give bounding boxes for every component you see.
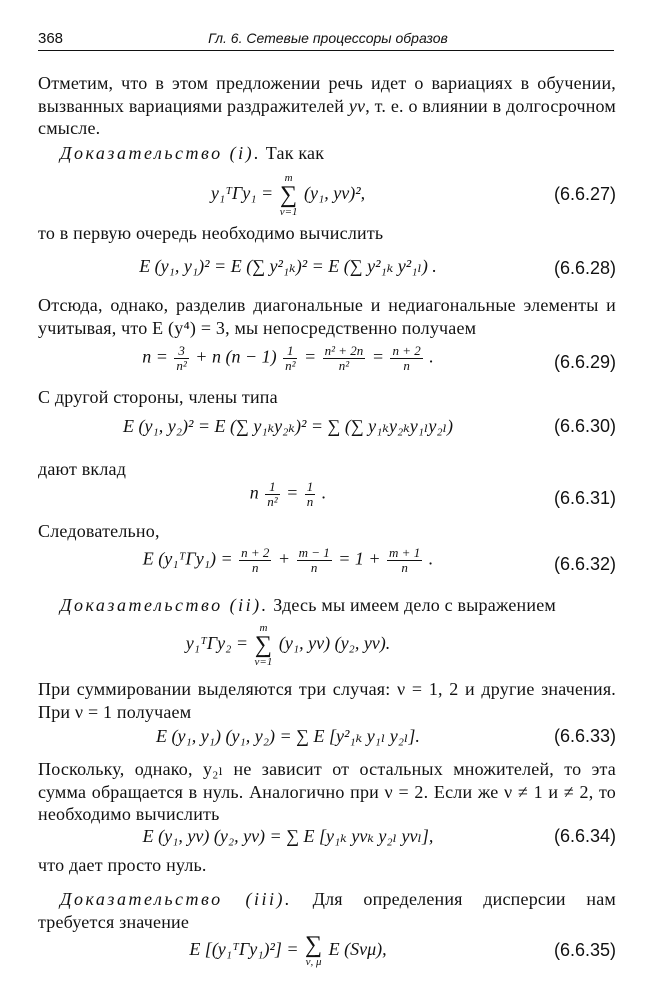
- plus-sign: +: [277, 548, 291, 569]
- equation-number: (6.6.27): [553, 184, 616, 204]
- denominator: n²: [176, 358, 187, 373]
- paragraph-text: Так как: [261, 143, 325, 163]
- fraction: [323, 344, 366, 373]
- paragraph-zero: что дает просто нуль.: [38, 855, 207, 875]
- equation-6-6-29: [38, 342, 616, 382]
- equation-lhs: y₁ᵀΓy₂ =: [185, 633, 249, 654]
- numerator: n + 2: [392, 343, 421, 358]
- numerator: 1: [269, 479, 276, 494]
- equation-body: E (y₁, y₁)² = E (∑ y²₁ₖ)² = E (∑ y²₁ₖ y²₁ₗ) .: [139, 256, 437, 276]
- equation-lhs: E [(y₁ᵀΓy₁)²] =: [189, 939, 299, 960]
- numerator: m − 1: [298, 545, 330, 560]
- denominator: n: [387, 560, 422, 575]
- equation-lhs: y₁ᵀΓy₁ =: [210, 183, 274, 204]
- equation-6-6-32: [38, 544, 616, 584]
- equals-sign: =: [286, 482, 299, 503]
- equation-unnumbered: [38, 620, 616, 672]
- denominator: n: [297, 560, 332, 575]
- equation-term: = 1 +: [338, 548, 381, 569]
- paragraph-summation: При суммировании выделяются три случая: ν = 1, 2 и другие значения. При ν = 1 получаем: [38, 679, 616, 722]
- paragraph-consequently: Следовательно,: [38, 521, 160, 541]
- equation-body: E (y₁, y₁) (y₁, y₂) = ∑ E [y²₁ₖ y₁ₗ y₂ₗ].: [156, 726, 420, 746]
- equation-number: (6.6.31): [553, 488, 616, 508]
- equation-lhs: n =: [142, 346, 168, 367]
- equation-body: E (y₁, y₂)² = E (∑ y₁ₖy₂ₖ)² = ∑ (∑ y₁ₖy₂ₖy₁ₗy₂ₗ): [122, 416, 453, 436]
- paragraph-other-side: С другой стороны, члены типа: [38, 387, 278, 407]
- fraction: [305, 480, 316, 509]
- equation-number: (6.6.34): [553, 826, 616, 846]
- fraction: [297, 546, 332, 575]
- equation-rhs: E (Sνμ),: [328, 939, 387, 960]
- denominator: n²: [267, 494, 278, 509]
- paragraph-however: Поскольку, однако, y₂ₗ не зависит от остальных множителей, то эта сумма обращается в нуль. Аналогично при ν = 2. Если же ν ≠ 1 и ≠ 2, то необходимо вычислить: [38, 759, 616, 824]
- equation-body: n = $\frac{3}{\text{n²}}$ + n (n − 1) $\frac{1}{\text{n²}}$ = $\frac{\text{n² + 2n}}{\text{n²}}$ = $\frac{n + 2}{n}$ .: [142, 343, 434, 373]
- fraction: [265, 480, 279, 509]
- proof-iii-intro: [38, 888, 616, 933]
- equation-number: (6.6.29): [553, 352, 616, 372]
- proof-i-intro: [38, 142, 616, 165]
- sum-operator: m ∑ ν=1: [279, 172, 298, 218]
- equation-number: (6.6.35): [553, 940, 616, 960]
- running-head: Гл. 6. Сетевые процессоры образов: [208, 30, 448, 46]
- equation-6-6-35: [38, 932, 616, 978]
- fraction: [239, 546, 271, 575]
- fraction: [390, 344, 422, 373]
- numerator: 1: [287, 343, 294, 358]
- sum-operator: m ∑ ν=1: [254, 622, 273, 668]
- sum-lower: ν=1: [254, 656, 273, 668]
- equation-lhs: E (y₁ᵀΓy₁) =: [142, 548, 233, 569]
- sum-upper: m: [259, 622, 268, 634]
- equation-number: (6.6.33): [553, 726, 616, 746]
- denominator: n: [239, 560, 271, 575]
- paragraph-text: Отметим, что в этом предложении речь идет о вариациях в обучении, вызванных вариациями раздражителей: [38, 73, 616, 116]
- proof-label: Доказательство (ii).: [60, 595, 269, 615]
- proof-ii-intro: [38, 594, 616, 617]
- sum-lower: ν, μ: [305, 956, 322, 968]
- denominator: n: [306, 494, 314, 509]
- equation-rhs: (y₁, yν)²,: [304, 183, 366, 204]
- proof-label: Доказательство (i).: [60, 143, 262, 163]
- equation-6-6-31: [38, 478, 616, 520]
- paragraph-diagonal: Отсюда, однако, разделив диагональные и недиагональные элементы и учитывая, что E (y⁴) = 3, мы непосредственно получаем: [38, 295, 616, 338]
- fraction: [174, 344, 188, 373]
- fraction: [387, 546, 422, 575]
- page-header: [38, 30, 614, 51]
- numerator: 1: [306, 479, 314, 494]
- paragraph-intro: [38, 72, 616, 140]
- proof-label: Доказательство (iii).: [60, 889, 293, 909]
- equation-number: (6.6.32): [553, 554, 616, 574]
- equation-number: (6.6.30): [553, 416, 616, 436]
- numerator: 3: [178, 343, 185, 358]
- fraction: [283, 344, 297, 373]
- equation-6-6-28: [38, 246, 616, 290]
- paragraph-contribution: дают вклад: [38, 459, 127, 479]
- equation-number: (6.6.28): [553, 258, 616, 278]
- equation-6-6-27: [38, 168, 616, 216]
- equation-6-6-34: [38, 824, 616, 854]
- paragraph-compute: то в первую очередь необходимо вычислить: [38, 223, 384, 243]
- equation-body: [38, 934, 538, 968]
- equation-body: E (y₁, yν) (y₂, yν) = ∑ E [y₁ₖ yνₖ y₂ₗ yνₗ],: [142, 826, 434, 846]
- equation-body: E (y₁ᵀΓy₁) = $\frac{n + 2}{n}$ + $\frac{m - 1}{n}$ = 1 + $\frac{m + 1}{n}$ .: [142, 545, 434, 575]
- equation-6-6-33: [38, 724, 616, 754]
- sum-operator: ∑ ν, μ: [305, 932, 323, 968]
- inline-variable: yν: [348, 95, 366, 116]
- equation-body: [38, 172, 538, 218]
- denominator: n²: [285, 358, 296, 373]
- denominator: n²: [323, 358, 366, 373]
- numerator: m + 1: [389, 545, 421, 560]
- equation-term: + n (n − 1): [195, 346, 277, 367]
- denominator: n: [390, 358, 422, 373]
- equation-body: n $\frac{1}{\text{n²}}$ = $\frac{1}{n}$ .: [249, 479, 327, 509]
- numerator: n² + 2n: [324, 343, 364, 358]
- paragraph-text: , т. е. о влиянии в долгосрочном смысле.: [38, 95, 616, 138]
- sum-upper: m: [284, 172, 293, 184]
- numerator: n + 2: [241, 545, 270, 560]
- equation-body: [38, 622, 538, 668]
- equation-rhs: (y₁, yν) (y₂, yν).: [278, 633, 391, 654]
- equation-6-6-30: [38, 410, 616, 454]
- page-number: 368: [38, 30, 64, 47]
- paragraph-text: Для определения дисперсии нам требуется значение: [38, 889, 616, 932]
- paragraph-text: Здесь мы имеем дело с выражением: [268, 595, 556, 615]
- sum-lower: ν=1: [279, 206, 298, 218]
- equation-lhs: n: [249, 482, 259, 503]
